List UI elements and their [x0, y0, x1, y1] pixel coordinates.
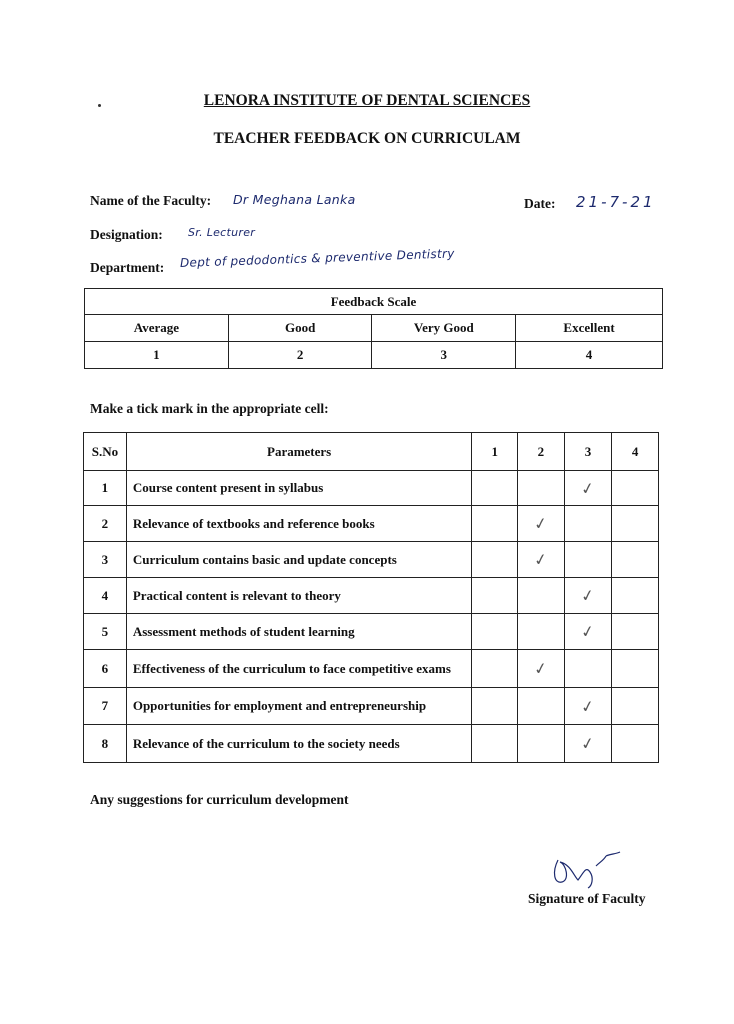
faculty-name-value: Dr Meghana Lanka — [233, 192, 356, 207]
institute-title: LENORA INSTITUTE OF DENTAL SCIENCES — [203, 92, 531, 109]
rating-cell-1[interactable] — [472, 725, 518, 763]
rating-cell-4[interactable] — [612, 471, 659, 506]
rating-cell-2[interactable] — [518, 725, 565, 763]
table-row — [84, 578, 659, 614]
signature-label: Signature of Faculty — [528, 891, 646, 906]
rating-cell-3[interactable] — [564, 578, 612, 614]
rating-cell-4[interactable] — [612, 506, 659, 542]
row-sno: 2 — [84, 506, 127, 542]
header-col-2: 2 — [518, 433, 565, 471]
date-value: 21-7-21 — [576, 193, 656, 211]
rating-cell-2[interactable] — [518, 506, 565, 542]
rating-cell-3[interactable] — [564, 471, 612, 506]
table-row — [84, 688, 659, 725]
rating-cell-1[interactable] — [472, 650, 518, 688]
form-title: TEACHER FEEDBACK ON CURRICULAM — [213, 130, 521, 147]
rating-cell-1[interactable] — [472, 614, 518, 650]
rating-cell-3[interactable] — [564, 688, 612, 725]
header-col-1: 1 — [472, 433, 518, 471]
tick-mark-icon: ✓ — [532, 548, 550, 571]
header-col-4: 4 — [612, 433, 659, 471]
tick-mark-icon: ✓ — [579, 732, 597, 755]
designation-value: Sr. Lecturer — [188, 226, 256, 239]
scale-header: Feedback Scale — [85, 289, 663, 315]
scale-label-very-good: Very Good — [372, 315, 516, 342]
rating-cell-1[interactable] — [472, 578, 518, 614]
table-row — [84, 542, 659, 578]
scale-value-2: 2 — [228, 342, 372, 369]
rating-cell-1[interactable] — [472, 542, 518, 578]
header-sno: S.No — [84, 433, 127, 471]
row-parameter: Course content present in syllabus — [126, 471, 472, 506]
row-parameter: Practical content is relevant to theory — [126, 578, 472, 614]
rating-cell-2[interactable] — [518, 688, 565, 725]
rating-cell-2[interactable] — [518, 650, 565, 688]
feedback-scale-table — [84, 288, 663, 369]
tick-mark-icon: ✓ — [579, 584, 597, 607]
department-value: Dept of pedodontics & preventive Dentistry — [179, 246, 455, 270]
row-parameter: Relevance of textbooks and reference books — [126, 506, 472, 542]
row-sno: 4 — [84, 578, 127, 614]
row-parameter: Assessment methods of student learning — [126, 614, 472, 650]
rating-cell-4[interactable] — [612, 650, 659, 688]
table-row — [84, 506, 659, 542]
row-sno: 1 — [84, 471, 127, 506]
tick-mark-icon: ✓ — [579, 620, 597, 643]
table-row — [84, 650, 659, 688]
rating-cell-3[interactable] — [564, 614, 612, 650]
table-row — [84, 471, 659, 506]
row-parameter: Effectiveness of the curriculum to face competitive exams — [126, 650, 472, 688]
tick-mark-icon: ✓ — [579, 477, 597, 499]
table-row — [84, 614, 659, 650]
date-label: Date: — [524, 196, 556, 211]
rating-cell-3[interactable] — [564, 725, 612, 763]
header-col-3: 3 — [564, 433, 612, 471]
rating-cell-2[interactable] — [518, 578, 565, 614]
row-sno: 3 — [84, 542, 127, 578]
rating-cell-4[interactable] — [612, 688, 659, 725]
scale-label-average: Average — [85, 315, 229, 342]
scale-value-3: 3 — [372, 342, 516, 369]
designation-label: Designation: — [90, 227, 163, 242]
row-sno: 6 — [84, 650, 127, 688]
rating-cell-1[interactable] — [472, 688, 518, 725]
tick-mark-icon: ✓ — [532, 512, 550, 535]
scale-value-4: 4 — [516, 342, 663, 369]
row-sno: 5 — [84, 614, 127, 650]
rating-cell-2[interactable] — [518, 614, 565, 650]
parameters-table — [83, 432, 659, 763]
header-parameters: Parameters — [126, 433, 472, 471]
scale-value-1: 1 — [85, 342, 229, 369]
signature-scribble — [540, 842, 650, 892]
row-parameter: Curriculum contains basic and update concepts — [126, 542, 472, 578]
tick-mark-icon: ✓ — [579, 695, 597, 717]
instruction-text: Make a tick mark in the appropriate cell: — [90, 401, 329, 416]
rating-cell-2[interactable] — [518, 471, 565, 506]
rating-cell-3[interactable] — [564, 542, 612, 578]
rating-cell-3[interactable] — [564, 650, 612, 688]
scale-label-good: Good — [228, 315, 372, 342]
department-label: Department: — [90, 260, 165, 275]
table-row — [84, 725, 659, 763]
rating-cell-3[interactable] — [564, 506, 612, 542]
row-sno: 7 — [84, 688, 127, 725]
faculty-name-label: Name of the Faculty: — [90, 193, 212, 208]
scale-label-excellent: Excellent — [516, 315, 663, 342]
rating-cell-4[interactable] — [612, 578, 659, 614]
rating-cell-4[interactable] — [612, 725, 659, 763]
rating-cell-4[interactable] — [612, 542, 659, 578]
rating-cell-2[interactable] — [518, 542, 565, 578]
rating-cell-1[interactable] — [472, 506, 518, 542]
row-parameter: Relevance of the curriculum to the society needs — [126, 725, 472, 763]
rating-cell-4[interactable] — [612, 614, 659, 650]
suggestions-label: Any suggestions for curriculum development — [90, 792, 349, 807]
rating-cell-1[interactable] — [472, 471, 518, 506]
tick-mark-icon: ✓ — [532, 657, 550, 680]
row-parameter: Opportunities for employment and entrepreneurship — [126, 688, 472, 725]
row-sno: 8 — [84, 725, 127, 763]
